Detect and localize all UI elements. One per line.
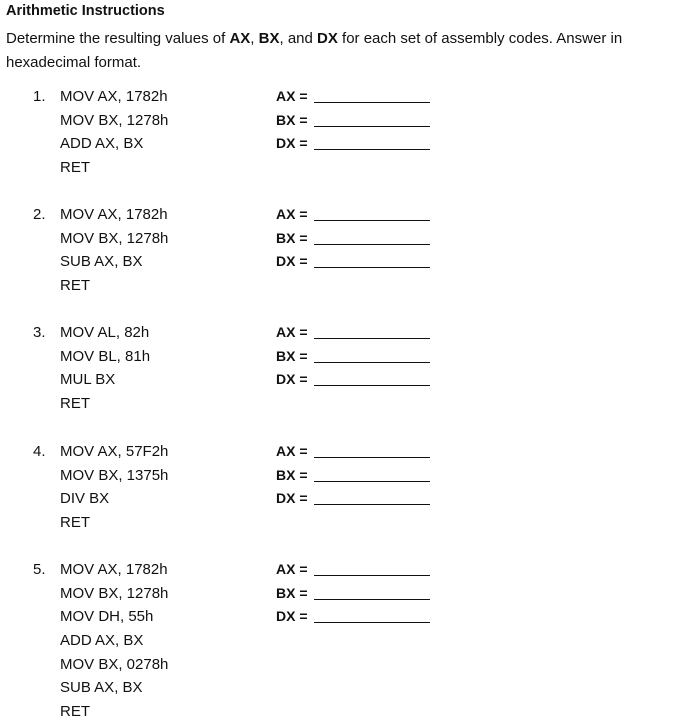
answer-bx-row	[276, 227, 436, 251]
answer-bx-label: BX =	[276, 584, 308, 601]
instructions	[6, 27, 674, 74]
code-line: MOV BX, 1278h	[60, 111, 169, 129]
answer-ax-blank[interactable]	[314, 220, 430, 221]
register-bx-label: BX	[258, 30, 280, 47]
answer-dx-row	[276, 250, 436, 274]
answer-bx-blank[interactable]	[314, 362, 430, 363]
answer-dx-row	[276, 132, 436, 156]
answer-fields	[276, 203, 436, 274]
answer-ax-row	[276, 440, 436, 464]
answer-ax-row	[276, 203, 436, 227]
instructions-text-2: for each set of assembly codes. Answer in hexadecimal format.	[6, 30, 623, 71]
problem-number: 4.	[33, 443, 46, 460]
answer-dx-row	[276, 605, 436, 629]
assembly-code	[60, 85, 168, 180]
answer-dx-label: DX =	[276, 371, 308, 388]
answer-ax-label: AX =	[276, 561, 308, 577]
answer-bx-blank[interactable]	[314, 244, 430, 245]
answer-bx-blank[interactable]	[314, 481, 430, 482]
answer-bx-label: BX =	[276, 347, 308, 364]
answer-dx-label: DX =	[276, 253, 308, 270]
problem-number: 5.	[33, 561, 46, 578]
assembly-code	[60, 440, 168, 535]
problem-number: 1.	[33, 88, 46, 105]
problem-number: 3.	[33, 324, 46, 341]
code-line: SUB AX, BX	[60, 679, 143, 697]
code-line: MOV BL, 81h	[60, 347, 151, 365]
answer-dx-blank[interactable]	[314, 149, 430, 150]
answer-ax-row	[276, 321, 436, 345]
answer-ax-blank[interactable]	[314, 575, 430, 576]
answer-bx-row	[276, 582, 436, 606]
code-line: MOV BX, 1278h	[60, 229, 169, 247]
answer-ax-blank[interactable]	[314, 338, 430, 339]
instructions-text-1: Determine the resulting values of	[6, 30, 230, 47]
answer-dx-blank[interactable]	[314, 267, 430, 268]
code-line: RET	[60, 395, 90, 413]
answer-fields	[276, 85, 436, 156]
answer-bx-row	[276, 345, 436, 369]
answer-dx-label: DX =	[276, 608, 308, 625]
code-line: RET	[60, 703, 90, 721]
code-line: RET	[60, 277, 90, 295]
instructions-separator-2: , and	[279, 30, 318, 47]
assembly-code	[60, 203, 168, 298]
code-line: RET	[60, 159, 90, 177]
register-ax-label: AX	[229, 30, 251, 47]
code-line: MOV BX, 0278h	[60, 655, 169, 673]
answer-ax-label: AX =	[276, 206, 308, 222]
code-line: MOV BX, 1375h	[60, 466, 169, 484]
assembly-code	[60, 558, 168, 724]
code-line: SUB AX, BX	[60, 253, 143, 271]
code-line: MOV AX, 1782h	[60, 88, 168, 105]
answer-bx-label: BX =	[276, 229, 308, 246]
code-line: MUL BX	[60, 371, 116, 389]
answer-dx-blank[interactable]	[314, 504, 430, 505]
register-dx-label: DX	[317, 30, 338, 47]
answer-ax-label: AX =	[276, 324, 308, 340]
instructions-separator-1: ,	[250, 30, 259, 47]
answer-ax-row	[276, 558, 436, 582]
answer-bx-blank[interactable]	[314, 599, 430, 600]
answer-bx-row	[276, 464, 436, 488]
answer-ax-label: AX =	[276, 88, 308, 104]
code-line: ADD AX, BX	[60, 632, 144, 650]
answer-dx-blank[interactable]	[314, 622, 430, 623]
answer-ax-blank[interactable]	[314, 457, 430, 458]
answer-bx-label: BX =	[276, 111, 308, 128]
assembly-code	[60, 321, 150, 416]
answer-dx-label: DX =	[276, 490, 308, 507]
answer-fields	[276, 321, 436, 392]
code-line: MOV AX, 57F2h	[60, 443, 169, 460]
code-line: MOV AX, 1782h	[60, 561, 168, 578]
problem-number: 2.	[33, 206, 46, 223]
answer-bx-label: BX =	[276, 466, 308, 483]
answer-dx-label: DX =	[276, 135, 308, 152]
answer-dx-blank[interactable]	[314, 385, 430, 386]
answer-ax-row	[276, 85, 436, 109]
answer-bx-row	[276, 109, 436, 133]
answer-bx-blank[interactable]	[314, 126, 430, 127]
code-line: RET	[60, 514, 90, 532]
answer-dx-row	[276, 487, 436, 511]
answer-fields	[276, 440, 436, 511]
code-line: ADD AX, BX	[60, 135, 144, 153]
code-line: DIV BX	[60, 490, 110, 508]
answer-dx-row	[276, 368, 436, 392]
code-line: MOV AL, 82h	[60, 324, 150, 341]
answer-fields	[276, 558, 436, 629]
code-line: MOV AX, 1782h	[60, 206, 168, 223]
page-title: Arithmetic Instructions	[6, 3, 165, 19]
answer-ax-blank[interactable]	[314, 102, 430, 103]
code-line: MOV BX, 1278h	[60, 584, 169, 602]
answer-ax-label: AX =	[276, 443, 308, 459]
code-line: MOV DH, 55h	[60, 608, 154, 626]
